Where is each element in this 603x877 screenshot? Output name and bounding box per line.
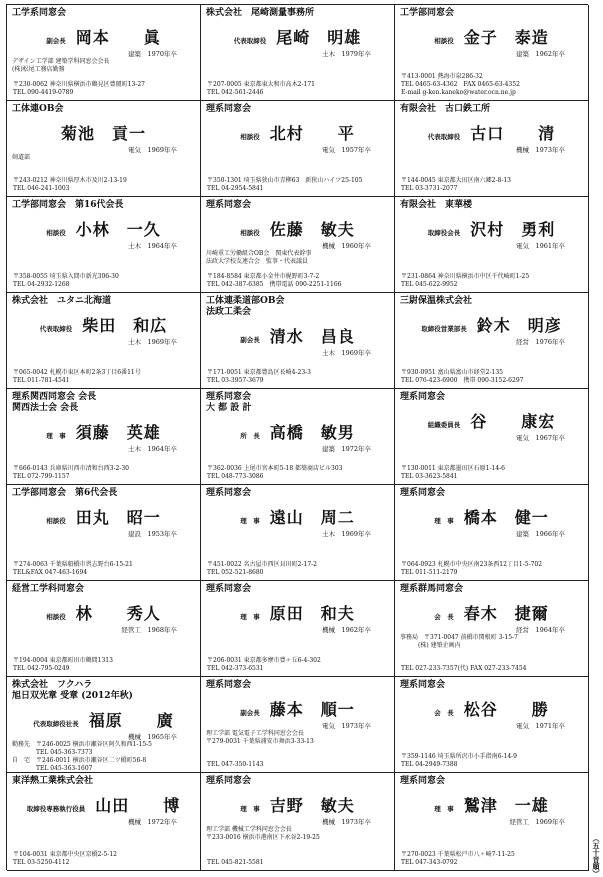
- organization: 工学部同窓会 第16代会長: [12, 200, 124, 210]
- name-row: [206, 324, 389, 347]
- address-block: [207, 81, 315, 97]
- department-year: 機械 1973年卒: [515, 146, 565, 154]
- name-row: [400, 25, 583, 48]
- position-title: 理 事: [434, 805, 454, 813]
- name-row: [400, 505, 583, 528]
- name-row: [12, 505, 195, 528]
- address-block: [207, 273, 341, 289]
- member-entry: [395, 773, 589, 871]
- address-line: 〒230-0062 神奈川県横浜市鶴見区豊岡町13-27: [13, 81, 145, 88]
- organization: 理系群馬同窓会: [400, 584, 464, 594]
- person-name: 金子 泰造: [463, 28, 549, 47]
- organization: 工学部同窓会: [400, 8, 455, 18]
- name-row: [12, 793, 195, 816]
- department-year: 電気 1971年卒: [515, 722, 565, 730]
- department-year: 経営 1976年卒: [515, 338, 565, 346]
- member-entry: [7, 101, 201, 197]
- address-line: TEL 027-233-7357(代) FAX 027-233-7454: [401, 665, 527, 672]
- address-line: TEL&FAX 047-463-1694: [13, 569, 88, 576]
- organization-sub: 法政工柔会: [206, 307, 252, 317]
- address-block: [401, 177, 511, 193]
- position-title: 会 長: [434, 709, 454, 717]
- name-row: [400, 217, 583, 240]
- address-block: [401, 561, 542, 577]
- person-name: 谷 康宏: [470, 412, 556, 431]
- organization: 理系同窓会: [206, 584, 252, 594]
- organization: 理系同窓会: [400, 392, 446, 402]
- address-line: 〒206-0031 東京都多摩市豊ヶ丘6-4-302: [207, 657, 321, 664]
- address-block: [13, 273, 119, 289]
- position-title: 理 事: [46, 432, 66, 440]
- member-entry: [201, 5, 395, 101]
- position-title: 相談役: [240, 229, 260, 237]
- address-line: TEL 042-387-6385 携帯電話 090-2251-1166: [207, 281, 342, 288]
- member-entry: [395, 485, 589, 581]
- person-name: 福原 廣: [88, 711, 174, 730]
- address-line: 〒207-0005 東京都東大和市高木2-171: [207, 81, 315, 88]
- position-title: 理 事: [240, 517, 260, 525]
- department-year: 機械 1973年卒: [321, 818, 371, 826]
- department-year: 機械 1962年卒: [321, 626, 371, 634]
- organization: 工学系同窓会: [12, 8, 67, 18]
- name-row: [206, 601, 389, 624]
- organization: 理系同窓会: [206, 104, 252, 114]
- address-line: 〒362-0036 上尾市宮本町5-18 都築商店ビル303: [207, 465, 343, 472]
- member-entry: [7, 197, 201, 293]
- organization: 工学部同窓会 第6代会長: [12, 488, 118, 498]
- extra-line: (株)松尾工務店勤務: [12, 66, 65, 73]
- member-entry: [395, 581, 589, 677]
- department-year: 電気 1973年卒: [321, 722, 371, 730]
- position-title: 取締役会長: [427, 229, 461, 237]
- extra-line: 法政大学校友連合会 監事・代表議員: [206, 258, 309, 265]
- address-line: 〒064-0923 札幌市中央区南23条西12丁目1-5-702: [401, 561, 543, 568]
- department-year: 建設 1953年卒: [127, 530, 177, 538]
- organization: 理系同窓会: [400, 488, 446, 498]
- address-line: 〒130-0011 東京都墨田区石原1-14-6: [401, 465, 505, 472]
- person-name: 原田 和夫: [269, 604, 355, 623]
- organization: 工体連OB会: [12, 104, 64, 114]
- organization: 理系同窓会: [206, 392, 252, 402]
- position-title: 理 事: [240, 613, 260, 621]
- position-title: 組織委員長: [427, 421, 461, 429]
- address-line: TEL 045-622-9952: [401, 281, 458, 288]
- organization: 経営工学科同窓会: [12, 584, 85, 594]
- position-title: 相談役: [434, 37, 454, 45]
- member-entry: [201, 677, 395, 773]
- address-block: [13, 851, 117, 867]
- name-row: [400, 601, 583, 624]
- address-line: TEL 04-2932-1268: [13, 281, 70, 288]
- address-line: TEL 090-4419-0789: [13, 89, 74, 96]
- address-line: 〒451-0022 名古屋市西区貝田町2-17-2: [207, 561, 317, 568]
- member-entry: [201, 389, 395, 485]
- organization: 有限会社 東華楼: [400, 200, 473, 210]
- name-row: [206, 121, 389, 144]
- department-year: 電気 1957年卒: [321, 146, 371, 154]
- department-year: 機械 1972年卒: [127, 818, 177, 826]
- address-line: 〒104-0031 東京都中央区京橋2-5-12: [13, 851, 117, 858]
- position-title: 副会長: [240, 336, 260, 344]
- extra-line: TEL 045-363-1607: [12, 765, 93, 772]
- address-line: TEL 052-521-8680: [207, 569, 264, 576]
- person-name: 藤本 順一: [269, 700, 355, 719]
- person-name: 菊池 貢一: [60, 124, 146, 143]
- address-block: [13, 81, 145, 97]
- department-year: 土木 1979年卒: [321, 50, 371, 58]
- member-entry: [7, 293, 201, 389]
- member-directory-grid: [6, 4, 588, 870]
- address-block: [13, 465, 129, 481]
- person-name: 山田 博: [95, 796, 181, 815]
- position-title: 理 事: [434, 517, 454, 525]
- address-line: 〒413-0001 熱海市泉286-32: [401, 73, 483, 80]
- name-row: [12, 25, 195, 48]
- member-entry: [395, 197, 589, 293]
- member-entry: [201, 197, 395, 293]
- department-year: 経営 1964年卒: [515, 626, 565, 634]
- department-year: 土木 1964年卒: [127, 242, 177, 250]
- address-line: 〒231-0864 神奈川県横浜市中区千代崎町1-25: [401, 273, 530, 280]
- address-block: [207, 859, 264, 867]
- member-entry: [7, 773, 201, 871]
- address-line: TEL 042-561-2446: [207, 89, 264, 96]
- address-line: TEL 03-3731-2077: [401, 185, 458, 192]
- address-line: TEL 04-2949-7388: [401, 761, 458, 768]
- person-name: 清水 昌良: [269, 327, 355, 346]
- position-title: 相談役: [46, 613, 66, 621]
- organization: 有限会社 古口鉄工所: [400, 104, 491, 114]
- address-line: TEL 04-2954-5841: [207, 185, 264, 192]
- member-entry: [7, 5, 201, 101]
- name-row: [400, 697, 583, 720]
- address-line: 〒359-1146 埼玉県所沢市小手指南6-14-9: [401, 753, 517, 760]
- address-block: [207, 369, 311, 385]
- address-block: [207, 561, 317, 577]
- address-line: TEL 045-821-5581: [207, 859, 264, 866]
- department-year: 機械 1965年卒: [127, 733, 177, 741]
- department-year: 電気 1969年卒: [127, 146, 177, 154]
- name-row: [206, 793, 389, 816]
- person-name: 尾崎 明雄: [276, 28, 362, 47]
- person-name: 春木 捷爾: [463, 604, 549, 623]
- position-title: 代表取締役: [427, 133, 461, 141]
- extra-line: 〒233-0016 横浜市港南区下永谷2-19-25: [206, 834, 320, 841]
- name-row: [12, 313, 195, 336]
- address-line: 〒270-0023 千葉県松戸市八ヶ崎7-11-25: [401, 851, 515, 858]
- department-year: 電気 1961年卒: [515, 242, 565, 250]
- name-row: [400, 313, 583, 336]
- position-title: 代表取締役: [39, 325, 73, 333]
- name-row: [206, 25, 389, 48]
- member-entry: [201, 773, 395, 871]
- organization: 東洋熱工業株式会社: [12, 776, 94, 786]
- address-line: TEL 0465-63-4362 FAX 0465-63-4352: [401, 81, 520, 88]
- address-block: [207, 761, 264, 769]
- address-line: 〒243-0212 神奈川県厚木市及川2-13-19: [13, 177, 127, 184]
- address-block: [401, 73, 520, 97]
- extra-line: 理工学部 機械工学科同窓会会長: [206, 826, 292, 833]
- member-entry: [7, 677, 201, 773]
- department-year: 建築 1966年卒: [515, 530, 565, 538]
- member-entry: [7, 389, 201, 485]
- address-block: [207, 177, 362, 193]
- name-row: [400, 793, 583, 816]
- name-row: [206, 697, 389, 720]
- address-line: 〒930-0951 富山県富山市経堂2-135: [401, 369, 503, 376]
- address-block: [13, 561, 133, 577]
- position-title: 代表取締役: [233, 37, 267, 45]
- person-name: 古口 清: [470, 124, 556, 143]
- address-block: [13, 369, 141, 385]
- organization: 理系関西同窓会 会長: [12, 392, 97, 402]
- extra-line: デザイン工学部 建築学科同窓会会長: [12, 58, 110, 65]
- extra-line: TEL 045-363-7373: [12, 749, 93, 756]
- person-name: 鈴木 明彦: [476, 316, 562, 335]
- address-line: 〒666-0143 兵庫県川西市清和台西3-2-30: [13, 465, 129, 472]
- page-marker: （五十音順）: [592, 835, 601, 877]
- person-name: 吉野 敏夫: [269, 796, 355, 815]
- address-line: TEL 042-373-6531: [207, 665, 264, 672]
- name-row: [206, 217, 389, 240]
- name-row: [206, 505, 389, 528]
- department-year: 機械 1960年卒: [321, 242, 371, 250]
- person-name: 高橋 敏男: [269, 423, 355, 442]
- department-year: 電気 1967年卒: [515, 434, 565, 442]
- address-block: [401, 369, 523, 385]
- position-title: 理 事: [240, 805, 260, 813]
- position-title: 会 長: [434, 613, 454, 621]
- address-line: E-mail g-ken.kaneko@water.ocn.ne.jp: [401, 89, 516, 96]
- position-title: 相談役: [46, 517, 66, 525]
- address-block: [207, 657, 321, 673]
- position-title: 代表取締役社長: [33, 720, 79, 728]
- address-block: [401, 465, 505, 481]
- address-line: TEL 048-773-3086: [207, 473, 264, 480]
- position-title: 所 長: [240, 432, 260, 440]
- name-row: [12, 420, 195, 443]
- address-block: [401, 665, 526, 673]
- person-name: 橋本 健一: [463, 508, 549, 527]
- address-block: [13, 177, 127, 193]
- organization-sub: 大 都 設 計: [206, 403, 252, 413]
- department-year: 経管工 1968年卒: [121, 626, 177, 634]
- position-title: 副会長: [46, 37, 66, 45]
- organization: 理系同窓会: [206, 200, 252, 210]
- address-line: TEL 011-781-4541: [13, 377, 70, 384]
- address-block: [401, 273, 529, 289]
- extra-line: 自 宅 〒246-0011 横浜市瀬谷区二ツ橋町56-8: [12, 757, 147, 764]
- address-line: TEL 011-511-2179: [401, 569, 458, 576]
- address-line: TEL 03-3623-5841: [401, 473, 458, 480]
- department-year: 土木 1969年卒: [321, 349, 371, 357]
- organization: 株式会社 ユタニ北海道: [12, 296, 112, 306]
- member-entry: [395, 677, 589, 773]
- address-line: TEL 076-423-6900 携帯 090-3152-6297: [401, 377, 524, 384]
- position-title: 相談役: [240, 133, 260, 141]
- organization-sub: 関西法士会 会長: [12, 403, 79, 413]
- address-block: [401, 851, 515, 867]
- person-name: 林 秀人: [75, 604, 161, 623]
- address-line: 〒194-0004 東京都町田市鶴間1313: [13, 657, 113, 664]
- person-name: 田丸 昭一: [75, 508, 161, 527]
- address-line: TEL 047-343-0792: [401, 859, 458, 866]
- extra-line: (株) 建築企画内: [400, 642, 461, 649]
- address-line: TEL 042-795-0249: [13, 665, 70, 672]
- extra-line: 川崎重工労働組合OB会 関東代表幹事: [206, 250, 312, 257]
- member-entry: [7, 485, 201, 581]
- person-name: 沢村 勇利: [470, 220, 556, 239]
- organization: 株式会社 尾崎測量事務所: [206, 8, 315, 18]
- name-row: [12, 708, 195, 731]
- name-row: [206, 420, 389, 443]
- person-name: 小林 一久: [75, 220, 161, 239]
- person-name: 須藤 英雄: [75, 423, 161, 442]
- member-entry: [201, 101, 395, 197]
- address-line: 〒184-8584 東京都小金井市梶野町3-7-2: [207, 273, 320, 280]
- address-line: TEL 047-350-1143: [207, 761, 264, 768]
- name-row: [400, 409, 583, 432]
- address-line: 〒065-0042 札幌市東区本町2条3丁目6番11号: [13, 369, 141, 376]
- extra-line: 事務局 〒371-0047 前橋市関根町 3-15-7: [400, 634, 518, 641]
- organization: 株式会社 フクハラ: [12, 680, 93, 690]
- organization: 理系同窓会: [400, 680, 446, 690]
- name-row: [12, 217, 195, 240]
- department-year: 経管工 1969年卒: [509, 818, 565, 826]
- address-line: TEL 03-5250-4112: [13, 859, 70, 866]
- department-year: 土木 1969年卒: [127, 338, 177, 346]
- organization: 理系同窓会: [206, 680, 252, 690]
- extra-line: 剣道部: [12, 154, 31, 161]
- address-block: [207, 465, 343, 481]
- department-year: 土木 1969年卒: [321, 530, 371, 538]
- address-line: 〒350-1301 埼玉県狭山市青柳63 新狭山ハイツ25-105: [207, 177, 363, 184]
- member-entry: [201, 485, 395, 581]
- address-line: TEL 072-799-1157: [13, 473, 70, 480]
- address-line: 〒274-0063 千葉県船橋市習志野台6-15-21: [13, 561, 133, 568]
- name-row: [12, 601, 195, 624]
- extra-line: 〒279-0031 千葉県浦安市舞浜3-33-13: [206, 738, 314, 745]
- organization: 理系同窓会: [400, 776, 446, 786]
- person-name: 北村 平: [269, 124, 355, 143]
- organization: 三尉保温株式会社: [400, 296, 473, 306]
- address-line: 〒358-0055 埼玉県入間市新光306-30: [13, 273, 119, 280]
- organization: 理系同窓会: [206, 488, 252, 498]
- organization: 工体連柔道部OB会: [206, 296, 285, 306]
- address-line: TEL 046-241-1003: [13, 185, 70, 192]
- person-name: 柴田 和広: [82, 316, 168, 335]
- person-name: 鷲津 一雄: [463, 796, 549, 815]
- member-entry: [395, 293, 589, 389]
- person-name: 遠山 周二: [269, 508, 355, 527]
- person-name: 松谷 勝: [463, 700, 549, 719]
- member-entry: [201, 293, 395, 389]
- person-name: 岡本 眞: [75, 28, 161, 47]
- address-line: TEL 03-3957-3679: [207, 377, 264, 384]
- member-entry: [7, 581, 201, 677]
- person-name: 佐藤 敏夫: [269, 220, 355, 239]
- department-year: 建築 1972年卒: [321, 445, 371, 453]
- address-line: 〒171-0051 東京都豊島区長崎4-23-3: [207, 369, 311, 376]
- member-entry: [395, 101, 589, 197]
- department-year: 建築 1962年卒: [515, 50, 565, 58]
- member-entry: [201, 581, 395, 677]
- position-title: 副会長: [240, 709, 260, 717]
- member-entry: [395, 5, 589, 101]
- member-entry: [395, 389, 589, 485]
- position-title: 取締役営業部長: [421, 325, 467, 333]
- name-row: [12, 121, 195, 144]
- department-year: 建築 1970年卒: [127, 50, 177, 58]
- address-line: 〒144-0045 東京都大田区南六郷2-8-13: [401, 177, 511, 184]
- organization-sub: 旭日双光章 受章 (2012年秋): [12, 691, 133, 701]
- address-block: [13, 657, 113, 673]
- name-row: [400, 121, 583, 144]
- organization: 理系同窓会: [206, 776, 252, 786]
- position-title: 相談役: [46, 229, 66, 237]
- extra-line: 理工学部 電気電子工学科同窓会会長: [206, 730, 304, 737]
- address-block: [401, 753, 517, 769]
- position-title: 取締役専務執行役員: [26, 805, 86, 813]
- extra-line: 勤務先 〒246-0025 横浜市瀬谷区阿久和西1-15-5: [12, 741, 152, 748]
- department-year: 土木 1964年卒: [127, 445, 177, 453]
